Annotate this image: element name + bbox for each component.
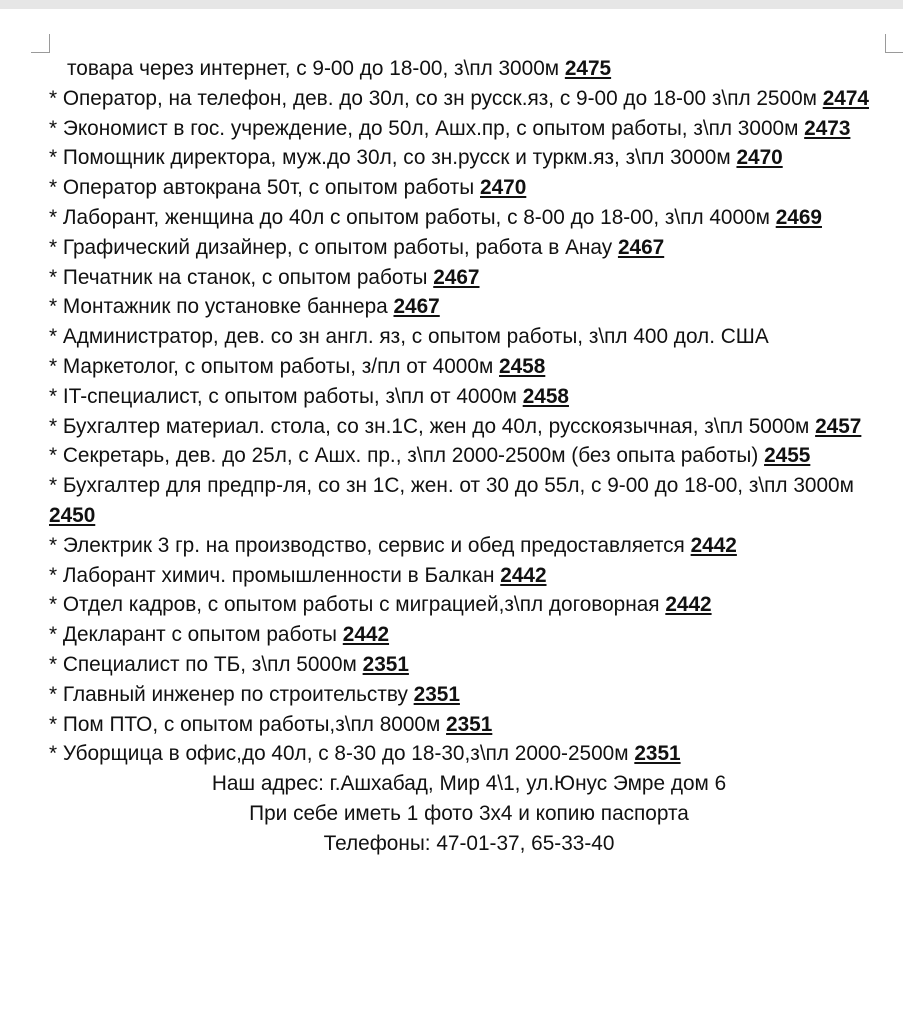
job-code: 2442 (665, 593, 712, 617)
job-description: * IT-специалист, с опытом работы, з\пл от 4000м (49, 384, 517, 408)
job-description: * Уборщица в офис,до 40л, с 8-30 до 18-30,з\пл 2000-2500м (49, 742, 629, 766)
job-listing (49, 739, 889, 769)
job-code: 2467 (433, 265, 480, 289)
job-listing (49, 680, 889, 710)
page-corner-mark-left (31, 34, 50, 53)
job-code: 2475 (564, 57, 612, 80)
job-description: * Маркетолог, с опытом работы, з/пл от 4000м (49, 354, 494, 378)
job-listing (49, 233, 889, 263)
job-listing (49, 471, 889, 531)
job-code: 2351 (634, 742, 681, 766)
job-listing (49, 352, 889, 382)
job-code: 2470 (480, 176, 527, 200)
job-listing (49, 620, 889, 650)
job-description: * Помощник директора, муж.до 30л, со зн.русск и туркм.яз, з\пл 3000м (49, 146, 731, 170)
job-listing (49, 143, 889, 173)
job-description: * Лаборант, женщина до 40л с опытом работы, с 8-00 до 18-00, з\пл 4000м (49, 205, 770, 229)
job-description: * Бухгалтер материал. стола, со зн.1С, жен до 40л, русскоязычная, з\пл 5000м (49, 414, 810, 438)
job-code: 2455 (764, 444, 811, 468)
job-listing (49, 114, 889, 144)
job-listing (49, 531, 889, 561)
job-code: 2473 (804, 116, 851, 140)
job-code: 2442 (690, 533, 737, 557)
job-code: 2351 (413, 682, 460, 706)
job-code: 2442 (342, 623, 390, 647)
job-listing (49, 382, 889, 412)
job-description: * Электрик 3 гр. на производство, сервис и обед предоставляется (49, 533, 685, 557)
job-description: * Монтажник по установке баннера (49, 295, 388, 319)
job-listing (49, 561, 889, 591)
job-description: * Оператор автокрана 50т, с опытом работы (49, 176, 475, 200)
job-description: * Отдел кадров, с опытом работы с миграцией,з\пл договорная (49, 593, 660, 617)
job-description: * Специалист по ТБ, з\пл 5000м (49, 652, 357, 676)
document-page (49, 54, 889, 859)
footer-documents: При себе иметь 1 фото 3х4 и копию паспорта (249, 801, 689, 825)
job-description: * Бухгалтер для предпр-ля, со зн 1С, жен. от 30 до 55л, с 9-00 до 18-00, з\пл 3000м (49, 474, 854, 498)
job-code: 2351 (362, 652, 409, 676)
footer-address: Наш адрес: г.Ашхабад, Мир 4\1, ул.Юнус Эмре дом 6 (211, 772, 727, 796)
job-code: 2458 (522, 384, 569, 408)
job-code: 2470 (736, 146, 783, 170)
job-listing (49, 292, 889, 322)
job-description: * Секретарь, дев. до 25л, с Ашх. пр., з\пл 2000-2500м (без опыта работы) (49, 444, 759, 468)
job-listing (49, 263, 889, 293)
footer-phones: Телефоны: 47-01-37, 65-33-40 (323, 831, 615, 855)
job-description: * Оператор, на телефон, дев. до 30л, со зн русск.яз, с 9-00 до 18-00 з\пл 2500м (49, 86, 817, 110)
job-description: * Главный инженер по строительству (49, 682, 408, 706)
job-listing (49, 54, 889, 84)
job-listing (49, 441, 889, 471)
job-listing (49, 203, 889, 233)
job-description: * Графический дизайнер, с опытом работы, работа в Анау (49, 235, 613, 259)
job-listing (49, 84, 889, 114)
job-description: * Лаборант химич. промышленности в Балкан (49, 563, 495, 587)
job-listing (49, 710, 889, 740)
job-code: 2442 (500, 563, 547, 587)
job-listing (49, 322, 889, 352)
job-code: 2450 (49, 503, 96, 527)
job-description: * Печатник на станок, с опытом работы (49, 265, 428, 289)
job-code: 2474 (822, 86, 869, 110)
job-listing (49, 590, 889, 620)
viewer-top-bar (0, 0, 903, 9)
job-code: 2467 (393, 295, 440, 319)
job-description: * Администратор, дев. со зн англ. яз, с опытом работы, з\пл 400 дол. США (49, 325, 769, 349)
job-listing (49, 412, 889, 442)
job-code: 2457 (815, 414, 862, 438)
job-code: 2469 (775, 205, 822, 229)
job-listing (49, 173, 889, 203)
job-description: товара через интернет, с 9-00 до 18-00, з\пл 3000м (67, 57, 560, 80)
page-corner-mark-right (885, 34, 903, 53)
job-description: * Декларант с опытом работы (49, 623, 337, 647)
job-code: 2467 (617, 235, 665, 259)
job-code: 2458 (499, 354, 546, 378)
job-listing (49, 650, 889, 680)
job-code: 2351 (446, 712, 493, 736)
job-description: * Пом ПТО, с опытом работы,з\пл 8000м (49, 712, 441, 736)
job-description: * Экономист в гос. учреждение, до 50л, Ашх.пр, с опытом работы, з\пл 3000м (49, 116, 799, 140)
job-listings (49, 54, 889, 769)
